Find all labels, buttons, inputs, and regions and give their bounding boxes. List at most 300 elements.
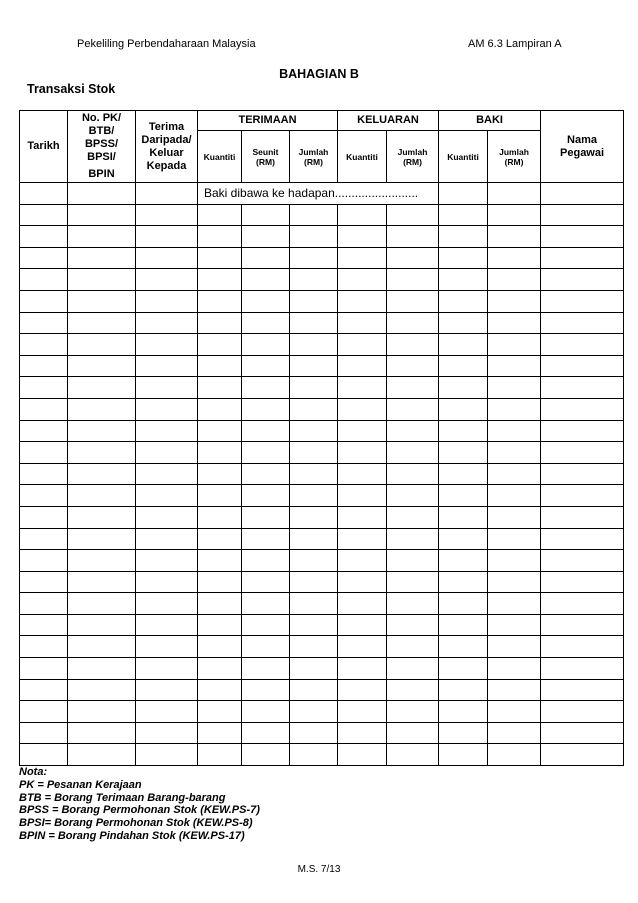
table-cell — [541, 269, 624, 291]
table-cell — [136, 204, 198, 226]
table-cell — [136, 658, 198, 680]
table-cell — [68, 183, 136, 205]
table-row — [20, 701, 624, 723]
table-cell — [242, 269, 290, 291]
table-cell — [387, 290, 439, 312]
table-cell — [488, 463, 541, 485]
table-cell — [198, 442, 242, 464]
table-cell — [198, 377, 242, 399]
table-cell — [290, 247, 338, 269]
table-cell — [198, 334, 242, 356]
table-cell — [20, 420, 68, 442]
header-baki: BAKI — [439, 111, 541, 131]
table-cell — [68, 355, 136, 377]
carry-forward-row — [20, 183, 624, 205]
table-row — [20, 722, 624, 744]
table-cell — [338, 571, 387, 593]
table-cell — [242, 334, 290, 356]
table-cell — [198, 269, 242, 291]
table-cell — [439, 290, 488, 312]
table-cell — [338, 398, 387, 420]
table-cell — [68, 290, 136, 312]
table-row — [20, 506, 624, 528]
table-cell — [68, 701, 136, 723]
table-cell — [387, 247, 439, 269]
table-cell — [20, 355, 68, 377]
table-cell — [198, 658, 242, 680]
table-cell — [136, 485, 198, 507]
table-cell — [387, 398, 439, 420]
table-row — [20, 593, 624, 615]
header-left-text: Pekeliling Perbendaharaan Malaysia — [77, 38, 256, 50]
table-cell — [68, 593, 136, 615]
note-item: BPIN = Borang Pindahan Stok (KEW.PS-17) — [19, 829, 245, 842]
notes-title: Nota: — [19, 766, 48, 778]
table-cell — [242, 463, 290, 485]
header-right-text: AM 6.3 Lampiran A — [468, 38, 562, 50]
table-cell — [20, 701, 68, 723]
table-cell — [541, 593, 624, 615]
header-terima-daripada: Terima Daripada/ Keluar Kepada — [136, 111, 198, 183]
table-cell — [338, 485, 387, 507]
table-cell — [541, 204, 624, 226]
header-keluaran-jumlah: Jumlah (RM) — [387, 131, 439, 183]
note-item: BTB = Borang Terimaan Barang-barang — [19, 791, 226, 804]
table-cell — [136, 312, 198, 334]
table-cell — [68, 226, 136, 248]
header-terimaan-seunit: Seunit (RM) — [242, 131, 290, 183]
table-cell — [136, 247, 198, 269]
table-cell — [488, 550, 541, 572]
table-cell — [387, 679, 439, 701]
table-cell — [488, 312, 541, 334]
table-cell — [541, 550, 624, 572]
table-cell — [136, 355, 198, 377]
table-cell — [136, 269, 198, 291]
table-cell — [198, 355, 242, 377]
table-cell — [387, 442, 439, 464]
table-cell — [541, 744, 624, 766]
header-nama-pegawai: Nama Pegawai — [541, 111, 624, 183]
table-cell — [290, 593, 338, 615]
table-cell — [488, 485, 541, 507]
table-cell — [541, 247, 624, 269]
table-cell — [136, 442, 198, 464]
table-row — [20, 312, 624, 334]
table-cell — [136, 593, 198, 615]
table-cell — [387, 226, 439, 248]
table-cell — [290, 377, 338, 399]
table-cell — [290, 420, 338, 442]
table-cell — [439, 183, 488, 205]
table-cell — [541, 463, 624, 485]
table-cell — [20, 463, 68, 485]
table-cell — [488, 722, 541, 744]
table-cell — [68, 722, 136, 744]
table-cell — [198, 226, 242, 248]
section-title: BAHAGIAN B — [279, 67, 359, 81]
table-cell — [387, 506, 439, 528]
table-cell — [439, 485, 488, 507]
table-cell — [20, 550, 68, 572]
table-cell — [338, 355, 387, 377]
table-cell — [20, 636, 68, 658]
table-cell — [541, 614, 624, 636]
table-cell — [290, 701, 338, 723]
table-cell — [136, 463, 198, 485]
table-cell — [68, 247, 136, 269]
table-cell — [290, 550, 338, 572]
table-row — [20, 355, 624, 377]
table-cell — [387, 312, 439, 334]
table-cell — [20, 204, 68, 226]
table-cell — [242, 636, 290, 658]
table-row — [20, 334, 624, 356]
table-cell — [20, 442, 68, 464]
page-number: M.S. 7/13 — [297, 864, 341, 875]
header-no-pk: No. PK/ BTB/ BPSS/ BPSI/ BPIN — [68, 111, 136, 183]
table-row — [20, 442, 624, 464]
table-row — [20, 528, 624, 550]
table-cell — [488, 593, 541, 615]
table-cell — [290, 506, 338, 528]
table-cell — [198, 550, 242, 572]
table-cell — [136, 420, 198, 442]
table-cell — [290, 463, 338, 485]
table-cell — [242, 701, 290, 723]
table-cell — [338, 701, 387, 723]
table-row — [20, 420, 624, 442]
table-cell — [136, 183, 198, 205]
table-cell — [198, 614, 242, 636]
table-cell — [198, 593, 242, 615]
table-cell — [439, 334, 488, 356]
table-cell — [439, 377, 488, 399]
table-cell — [242, 398, 290, 420]
table-cell — [20, 528, 68, 550]
table-cell — [439, 593, 488, 615]
note-item: PK = Pesanan Kerajaan — [19, 778, 142, 791]
table-cell — [290, 334, 338, 356]
notes-block — [19, 766, 260, 843]
table-cell — [242, 550, 290, 572]
table-row — [20, 269, 624, 291]
table-cell — [387, 571, 439, 593]
table-cell — [338, 290, 387, 312]
table-cell — [541, 290, 624, 312]
table-cell — [439, 528, 488, 550]
table-cell — [20, 744, 68, 766]
table-cell — [290, 398, 338, 420]
table-row — [20, 744, 624, 766]
table-cell — [488, 290, 541, 312]
table-cell — [488, 226, 541, 248]
table-cell — [198, 722, 242, 744]
table-cell — [338, 636, 387, 658]
table-cell — [439, 247, 488, 269]
subtitle: Transaksi Stok — [27, 82, 116, 96]
table-cell — [20, 269, 68, 291]
table-cell — [439, 658, 488, 680]
header-baki-kuantiti: Kuantiti — [439, 131, 488, 183]
table-cell — [541, 701, 624, 723]
table-cell — [242, 420, 290, 442]
table-cell — [488, 355, 541, 377]
table-cell — [136, 614, 198, 636]
table-cell — [488, 377, 541, 399]
table-cell — [541, 226, 624, 248]
table-cell — [290, 290, 338, 312]
table-cell — [68, 463, 136, 485]
header-terimaan: TERIMAAN — [198, 111, 338, 131]
table-cell — [338, 744, 387, 766]
table-cell — [20, 593, 68, 615]
table-cell — [387, 614, 439, 636]
table-cell — [242, 312, 290, 334]
table-cell — [290, 485, 338, 507]
table-cell — [20, 398, 68, 420]
table-cell — [338, 226, 387, 248]
table-cell — [387, 528, 439, 550]
table-cell — [198, 701, 242, 723]
table-cell — [242, 355, 290, 377]
table-cell — [198, 247, 242, 269]
table-cell — [20, 571, 68, 593]
table-cell — [488, 183, 541, 205]
table-cell — [387, 701, 439, 723]
table-cell — [242, 247, 290, 269]
table-cell — [136, 398, 198, 420]
table-cell — [338, 506, 387, 528]
table-cell — [20, 485, 68, 507]
table-cell — [439, 722, 488, 744]
header-tarikh: Tarikh — [20, 111, 68, 183]
table-cell — [387, 593, 439, 615]
table-cell — [338, 442, 387, 464]
table-cell — [338, 658, 387, 680]
table-cell — [541, 658, 624, 680]
table-cell — [387, 485, 439, 507]
table-cell — [488, 636, 541, 658]
table-row — [20, 679, 624, 701]
header-terimaan-jumlah: Jumlah (RM) — [290, 131, 338, 183]
table-cell — [242, 226, 290, 248]
table-cell — [290, 226, 338, 248]
table-cell — [68, 485, 136, 507]
table-cell — [338, 334, 387, 356]
table-cell — [136, 550, 198, 572]
table-cell — [136, 377, 198, 399]
table-cell — [338, 204, 387, 226]
table-cell — [68, 312, 136, 334]
table-cell — [242, 442, 290, 464]
table-cell — [387, 636, 439, 658]
table-cell — [488, 679, 541, 701]
table-row — [20, 636, 624, 658]
table-cell — [136, 636, 198, 658]
table-cell — [338, 247, 387, 269]
table-cell — [290, 571, 338, 593]
header-terimaan-kuantiti: Kuantiti — [198, 131, 242, 183]
table-cell — [541, 571, 624, 593]
table-cell — [136, 744, 198, 766]
table-cell — [136, 226, 198, 248]
table-cell — [541, 679, 624, 701]
table-cell — [68, 614, 136, 636]
table-cell — [136, 722, 198, 744]
table-cell — [136, 701, 198, 723]
table-cell — [338, 528, 387, 550]
table-cell — [338, 550, 387, 572]
table-cell — [68, 442, 136, 464]
table-cell — [439, 701, 488, 723]
stock-transaction-table — [19, 110, 624, 766]
table-cell — [387, 204, 439, 226]
table-cell — [242, 204, 290, 226]
table-cell — [68, 744, 136, 766]
table-cell — [68, 204, 136, 226]
table-row — [20, 226, 624, 248]
table-cell — [541, 312, 624, 334]
table-cell — [439, 614, 488, 636]
table-cell — [68, 334, 136, 356]
table-cell — [541, 636, 624, 658]
table-cell — [198, 528, 242, 550]
table-cell — [488, 420, 541, 442]
table-cell — [338, 593, 387, 615]
table-cell — [68, 550, 136, 572]
table-cell — [541, 398, 624, 420]
table-cell — [242, 722, 290, 744]
table-cell — [541, 506, 624, 528]
table-cell — [488, 571, 541, 593]
table-cell — [20, 334, 68, 356]
table-cell — [439, 226, 488, 248]
table-cell — [242, 593, 290, 615]
table-cell — [242, 485, 290, 507]
table-row — [20, 658, 624, 680]
table-cell — [290, 204, 338, 226]
table-cell — [198, 636, 242, 658]
table-cell — [198, 571, 242, 593]
table-cell — [68, 636, 136, 658]
table-cell — [68, 506, 136, 528]
table-cell — [68, 398, 136, 420]
table-cell — [439, 571, 488, 593]
table-row — [20, 614, 624, 636]
table-cell — [290, 636, 338, 658]
table-cell — [242, 658, 290, 680]
table-row — [20, 550, 624, 572]
table-cell — [198, 506, 242, 528]
table-cell — [20, 658, 68, 680]
table-cell — [488, 701, 541, 723]
table-row — [20, 204, 624, 226]
table-cell — [290, 355, 338, 377]
table-cell — [488, 269, 541, 291]
note-item: BPSS = Borang Permohonan Stok (KEW.PS-7) — [19, 804, 260, 817]
table-cell — [439, 204, 488, 226]
table-cell — [68, 571, 136, 593]
table-cell — [242, 528, 290, 550]
table-cell — [136, 528, 198, 550]
table-row — [20, 485, 624, 507]
table-cell — [290, 312, 338, 334]
table-cell — [290, 614, 338, 636]
table-cell — [439, 636, 488, 658]
table-cell — [242, 614, 290, 636]
table-cell — [338, 463, 387, 485]
table-cell — [387, 658, 439, 680]
table-cell — [198, 744, 242, 766]
table-cell — [20, 506, 68, 528]
table-cell — [439, 269, 488, 291]
table-cell — [488, 658, 541, 680]
table-cell — [20, 679, 68, 701]
table-cell — [488, 204, 541, 226]
table-cell — [541, 355, 624, 377]
table-cell — [338, 312, 387, 334]
table-row — [20, 247, 624, 269]
table-cell — [338, 614, 387, 636]
table-cell — [488, 506, 541, 528]
table-cell — [541, 334, 624, 356]
table-cell — [488, 247, 541, 269]
table-cell — [290, 528, 338, 550]
table-cell — [198, 204, 242, 226]
table-cell — [488, 528, 541, 550]
table-row — [20, 463, 624, 485]
table-cell — [242, 377, 290, 399]
table-cell — [20, 226, 68, 248]
table-cell — [290, 269, 338, 291]
table-cell — [338, 722, 387, 744]
table-cell — [20, 377, 68, 399]
table-cell — [136, 571, 198, 593]
table-cell — [338, 420, 387, 442]
table-cell — [439, 442, 488, 464]
table-cell — [387, 269, 439, 291]
table-cell — [198, 420, 242, 442]
table-cell — [68, 679, 136, 701]
table-cell — [488, 744, 541, 766]
note-item: BPSI= Borang Permohonan Stok (KEW.PS-8) — [19, 817, 253, 830]
table-cell — [290, 679, 338, 701]
table-cell — [20, 183, 68, 205]
table-cell — [439, 312, 488, 334]
table-cell — [242, 679, 290, 701]
table-row — [20, 290, 624, 312]
table-cell — [541, 722, 624, 744]
table-cell — [439, 463, 488, 485]
table-cell — [541, 442, 624, 464]
table-cell — [387, 722, 439, 744]
table-cell — [136, 506, 198, 528]
table-cell — [387, 355, 439, 377]
table-cell — [290, 722, 338, 744]
table-cell — [439, 506, 488, 528]
table-cell — [20, 722, 68, 744]
table-cell — [439, 679, 488, 701]
table-cell — [439, 398, 488, 420]
table-cell — [290, 744, 338, 766]
table-cell — [136, 334, 198, 356]
table-cell — [242, 744, 290, 766]
table-cell — [541, 485, 624, 507]
table-cell — [136, 290, 198, 312]
table-cell — [198, 463, 242, 485]
table-cell — [488, 614, 541, 636]
